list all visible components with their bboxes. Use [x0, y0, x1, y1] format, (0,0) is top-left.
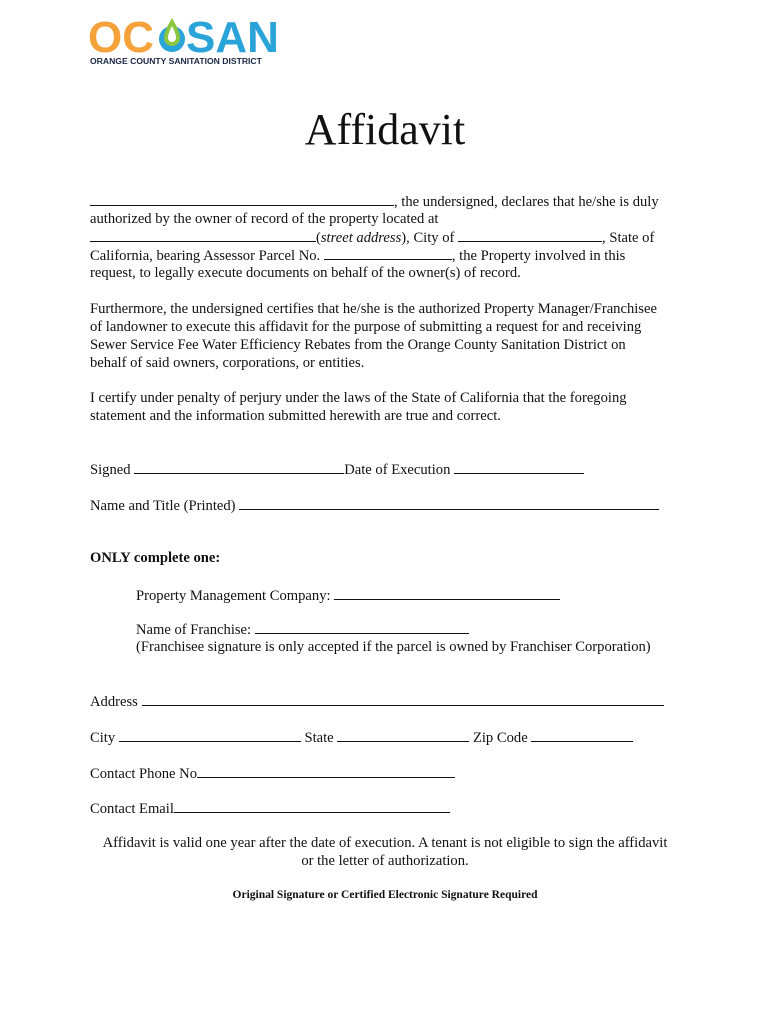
- para3-line-2: statement and the information submitted herewith are true and correct.: [90, 408, 501, 424]
- validity-line-2: or the letter of authorization.: [301, 853, 469, 869]
- zip-code-field[interactable]: [531, 728, 633, 742]
- only-complete-one-heading: ONLY complete one:: [90, 550, 221, 566]
- contact-email-field[interactable]: [174, 799, 450, 813]
- address-row: [90, 692, 664, 711]
- contact-phone-row: [90, 764, 455, 783]
- franchise-name-row: [136, 620, 469, 639]
- water-drop-icon: [159, 18, 185, 52]
- city-of-blank[interactable]: [458, 228, 602, 242]
- franchise-note: (Franchisee signature is only accepted if the parcel is owned by Franchiser Corporation): [136, 639, 651, 655]
- parcel-number-blank[interactable]: [324, 246, 452, 260]
- para2-line-1: Furthermore, the undersigned certifies that he/she is the authorized Property Manager/Franchisee: [90, 301, 657, 317]
- para2-line-4: behalf of said owners, corporations, or entities.: [90, 355, 365, 371]
- property-management-label: Property Management Company:: [136, 588, 331, 604]
- city-field[interactable]: [119, 728, 301, 742]
- para2-line-3: Sewer Service Fee Water Efficiency Rebates from the Orange County Sanitation District on: [90, 337, 626, 353]
- logo-letters-oc: OC: [88, 14, 154, 58]
- validity-line-1: Affidavit is valid one year after the date of execution. A tenant is not eligible to sign the affidavit: [102, 835, 668, 851]
- page-title: Affidavit: [304, 105, 466, 154]
- intro-line-1: , the undersigned, declares that he/she is duly: [90, 192, 659, 211]
- name-title-row: [90, 496, 659, 515]
- date-of-execution-field[interactable]: [454, 460, 584, 474]
- property-management-row: [136, 586, 560, 605]
- logo-subtitle: ORANGE COUNTY SANITATION DISTRICT: [90, 56, 262, 66]
- address-label: Address: [90, 694, 138, 710]
- date-of-execution-label: Date of Execution: [344, 462, 451, 478]
- property-management-field[interactable]: [334, 586, 560, 600]
- state-label: State: [304, 730, 334, 746]
- contact-email-row: [90, 799, 450, 818]
- state-field[interactable]: [337, 728, 469, 742]
- intro-line-3: (street address), City of , State of: [90, 228, 654, 247]
- street-address-blank[interactable]: [90, 228, 316, 242]
- intro-line-2: authorized by the owner of record of the property located at: [90, 211, 439, 227]
- intro-line-4: California, bearing Assessor Parcel No. , the Property involved in this: [90, 248, 626, 264]
- street-address-label: street address: [320, 230, 402, 246]
- undersigned-name-blank[interactable]: [90, 192, 394, 206]
- address-field[interactable]: [142, 692, 664, 706]
- city-state-zip-row: [90, 728, 633, 747]
- logo-letters-san: SAN: [186, 14, 279, 58]
- signature-field[interactable]: [134, 460, 344, 474]
- zip-code-label: Zip Code: [472, 730, 528, 746]
- city-label: City: [90, 730, 116, 746]
- contact-phone-field[interactable]: [197, 764, 455, 778]
- para2-line-2: of landowner to execute this affidavit for the purpose of submitting a request for and receiving: [90, 319, 642, 335]
- signature-required-note: Original Signature or Certified Electronic Signature Required: [232, 889, 538, 901]
- signed-label: Signed: [90, 462, 131, 478]
- para3-line-1: I certify under penalty of perjury under the laws of the State of California that the foregoing: [90, 390, 627, 406]
- contact-email-label: Contact Email: [90, 801, 174, 817]
- name-title-label: Name and Title (Printed): [90, 498, 236, 514]
- ocsan-logo-mark: [88, 14, 288, 58]
- franchise-name-label: Name of Franchise:: [136, 622, 252, 638]
- franchise-name-field[interactable]: [255, 620, 469, 634]
- contact-phone-label: Contact Phone No: [90, 766, 198, 782]
- name-title-field[interactable]: [239, 496, 659, 510]
- signed-row: [90, 460, 584, 479]
- ocsan-logo: [88, 14, 288, 70]
- intro-line-5: request, to legally execute documents on behalf of the owner(s) of record.: [90, 265, 521, 281]
